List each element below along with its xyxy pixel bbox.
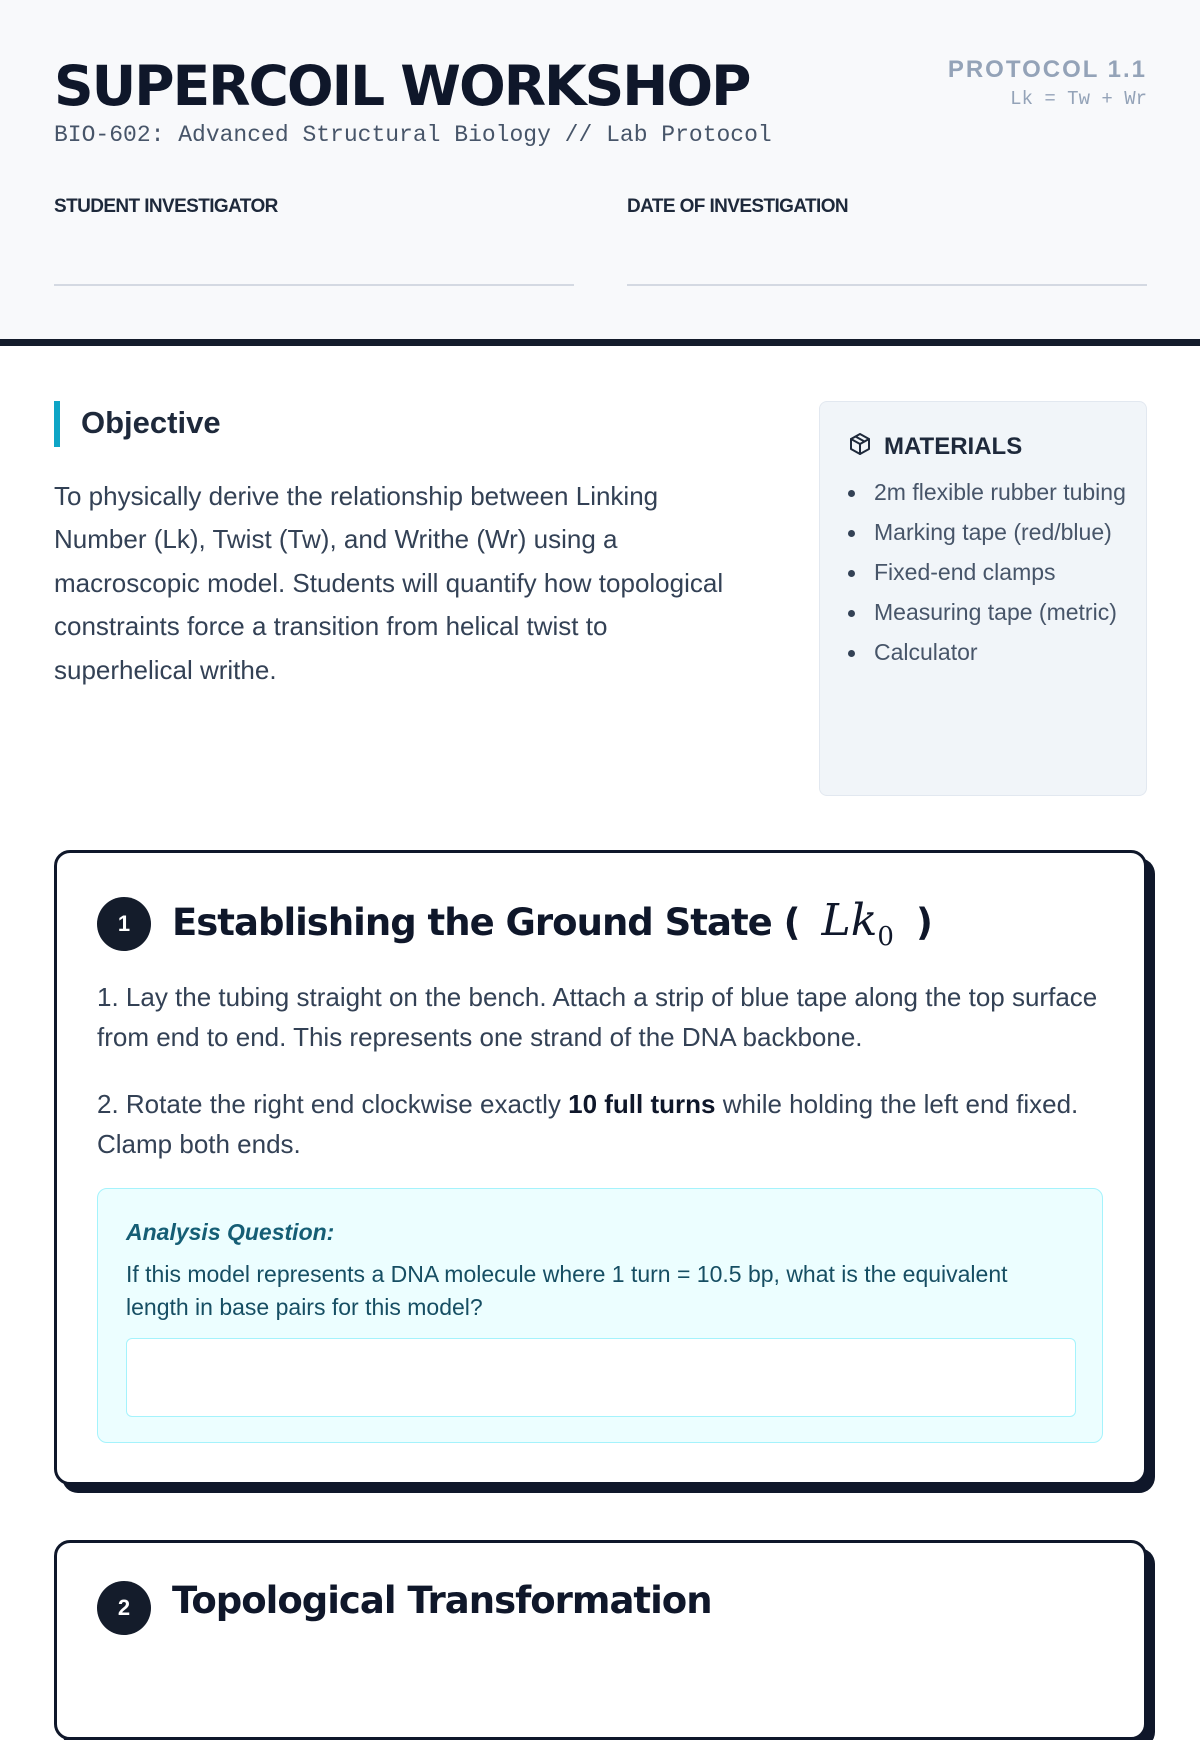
list-item: Calculator [846, 636, 1136, 669]
step-number-badge: 1 [97, 897, 151, 951]
instruction-emphasis: 10 full turns [568, 1089, 716, 1119]
step-instruction-2 [97, 1084, 1107, 1164]
package-icon [848, 432, 872, 461]
materials-list [846, 476, 1136, 676]
step-title [172, 895, 932, 952]
protocol-tag: PROTOCOL 1.1 [947, 56, 1147, 83]
materials-title: MATERIALS [884, 432, 1023, 460]
student-investigator-label: STUDENT INVESTIGATOR [54, 196, 278, 217]
analysis-label: Analysis Question: [126, 1219, 335, 1245]
course-subtitle: BIO-602: Advanced Structural Biology // Lab Protocol [54, 122, 772, 148]
math-lk0 [822, 895, 894, 952]
student-investigator-field[interactable] [54, 284, 574, 286]
step-title-close: ) [915, 901, 932, 944]
protocol-equation: Lk = Tw + Wr [1010, 88, 1147, 110]
step-title-text: Establishing the Ground State ( [172, 901, 800, 944]
step-instruction-1: 1. Lay the tubing straight on the bench. Attach a strip of blue tape along the top surface from end to end. This represents one strand of the DNA backbone. [97, 982, 1098, 1052]
header [0, 0, 1200, 346]
step-number-badge: 2 [97, 1581, 151, 1635]
objective-accent-bar [54, 401, 60, 447]
list-item: Fixed-end clamps [846, 556, 1136, 589]
step-2-card [54, 1540, 1147, 1740]
date-of-investigation-field[interactable] [627, 284, 1147, 286]
instruction-text: 2. Rotate the right end clockwise exactly [97, 1089, 569, 1119]
list-item: Measuring tape (metric) [846, 596, 1136, 629]
step-title: Topological Transformation [172, 1579, 712, 1622]
analysis-box [97, 1188, 1103, 1443]
objective-title: Objective [81, 405, 221, 440]
date-of-investigation-label: DATE OF INVESTIGATION [627, 196, 849, 217]
list-item: 2m flexible rubber tubing [846, 476, 1136, 509]
list-item: Marking tape (red/blue) [846, 516, 1136, 549]
analysis-answer-input[interactable] [126, 1338, 1076, 1417]
objective-text: To physically derive the relationship between Linking Number (Lk), Twist (Tw), and Writhe (Wr) using a macroscopic model. Students will quantify how topological constraints force a transition from helical twist to superhelical writhe. [54, 481, 724, 685]
analysis-question: If this model represents a DNA molecule where 1 turn = 10.5 bp, what is the equivalent length in base pairs for this model? [126, 1261, 1008, 1320]
page-title: SUPERCOIL WORKSHOP [54, 54, 750, 118]
math-subscript: 0 [877, 921, 894, 952]
instruction-text: while holding the left end fixed. Clamp both ends. [97, 1089, 1079, 1159]
protocol-block [948, 56, 1147, 110]
math-symbol: Lk [821, 895, 878, 946]
materials-box [819, 401, 1147, 796]
step-1-card [54, 850, 1147, 1485]
materials-header [848, 432, 1022, 461]
